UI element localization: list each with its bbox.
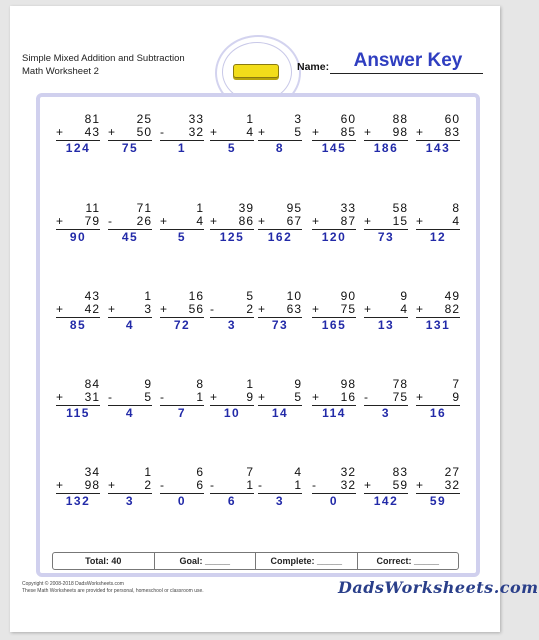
problem-bottom-number: 9 <box>246 390 254 404</box>
problem-top-number: 16 <box>188 289 204 303</box>
problem-top-number: 58 <box>392 201 408 215</box>
problem-bottom-row <box>56 479 100 494</box>
problem-answer: 59 <box>429 494 447 508</box>
problem-answer: 124 <box>65 141 91 155</box>
operator-sign: - <box>108 214 113 228</box>
problem-bottom-row <box>160 303 204 318</box>
problem-answer: 7 <box>177 406 187 420</box>
worksheet-title <box>22 52 202 78</box>
problem-bottom-row <box>160 215 204 230</box>
problem-bottom-number: 42 <box>84 302 100 316</box>
problem-top-number: 1 <box>144 465 152 479</box>
problem-bottom-number: 83 <box>444 125 460 139</box>
problem <box>312 202 356 244</box>
operator-sign: + <box>210 125 219 139</box>
problem-bottom-number: 16 <box>340 390 356 404</box>
problem-bottom-row <box>108 126 152 141</box>
problem-bottom-row <box>56 215 100 230</box>
goal-cell: Goal: _____ <box>155 553 257 569</box>
operator-sign: + <box>56 390 65 404</box>
problem-answer: 142 <box>373 494 399 508</box>
copyright-line-1: Copyright © 2008-2018 DadsWorksheets.com <box>22 581 124 587</box>
problem-bottom-row <box>108 303 152 318</box>
problem <box>364 290 408 332</box>
problem-bottom-row <box>160 391 204 406</box>
problem <box>364 113 408 155</box>
problem <box>108 466 152 508</box>
problem-bottom-row <box>364 391 408 406</box>
problem-bottom-row <box>364 215 408 230</box>
problem-answer: 73 <box>271 318 289 332</box>
problem-bottom-row <box>312 215 356 230</box>
problem-answer: 75 <box>121 141 139 155</box>
problem <box>258 378 302 420</box>
problem-bottom-row <box>258 303 302 318</box>
problem-answer: 4 <box>125 318 135 332</box>
problem <box>108 202 152 244</box>
problem-bottom-number: 32 <box>188 125 204 139</box>
problem-top-number: 27 <box>444 465 460 479</box>
problem-answer: 0 <box>329 494 339 508</box>
problem-bottom-number: 4 <box>400 302 408 316</box>
problem-answer: 162 <box>267 230 293 244</box>
problem-bottom-row <box>210 126 254 141</box>
problem-top-number: 1 <box>196 201 204 215</box>
problem-bottom-row <box>56 391 100 406</box>
problem-top-number: 39 <box>238 201 254 215</box>
problem-bottom-row <box>108 215 152 230</box>
problem-top-number: 1 <box>246 112 254 126</box>
operator-sign: + <box>258 214 267 228</box>
problem-answer: 16 <box>429 406 447 420</box>
operator-sign: - <box>312 478 317 492</box>
problem-answer: 3 <box>275 494 285 508</box>
brand-logo: DadsWorksheets.com <box>338 578 539 597</box>
problem-answer: 45 <box>121 230 139 244</box>
operator-sign: + <box>210 214 219 228</box>
problem <box>210 202 254 244</box>
operator-sign: - <box>210 478 215 492</box>
problem <box>108 113 152 155</box>
problem <box>210 378 254 420</box>
problem-answer: 13 <box>377 318 395 332</box>
problem-top-number: 9 <box>144 377 152 391</box>
problem-bottom-number: 5 <box>144 390 152 404</box>
problem-answer: 145 <box>321 141 347 155</box>
problem-top-number: 11 <box>85 201 100 215</box>
problem-bottom-number: 98 <box>392 125 408 139</box>
problem-bottom-number: 50 <box>136 125 152 139</box>
problem <box>416 378 460 420</box>
copyright-line-2: These Math Worksheets are provided for personal, homeschool or classroom use. <box>22 588 204 594</box>
operator-sign: + <box>312 302 321 316</box>
problem-answer: 3 <box>125 494 135 508</box>
correct-cell: Correct: _____ <box>376 556 440 566</box>
problem-bottom-number: 15 <box>392 214 408 228</box>
operator-sign: + <box>160 214 169 228</box>
problem-bottom-row <box>160 479 204 494</box>
problem-bottom-number: 59 <box>392 478 408 492</box>
operator-sign: + <box>56 478 65 492</box>
problem <box>56 202 100 244</box>
problem-top-number: 6 <box>196 465 204 479</box>
operator-sign: + <box>108 125 117 139</box>
problem-answer: 14 <box>271 406 289 420</box>
problem-answer: 131 <box>425 318 451 332</box>
problem-top-number: 34 <box>84 465 100 479</box>
problem <box>416 113 460 155</box>
problem <box>160 290 204 332</box>
problem <box>312 290 356 332</box>
problem-top-number: 8 <box>452 201 460 215</box>
problem-bottom-row <box>210 479 254 494</box>
problem-answer: 143 <box>425 141 451 155</box>
problem-bottom-row <box>258 479 302 494</box>
problem <box>312 466 356 508</box>
complete-cell: Complete: _____ <box>256 553 358 569</box>
problem <box>108 378 152 420</box>
operator-sign: - <box>160 478 165 492</box>
problem-top-number: 8 <box>196 377 204 391</box>
problem-top-number: 60 <box>340 112 356 126</box>
problem-bottom-number: 5 <box>294 125 302 139</box>
problem <box>416 202 460 244</box>
problem-answer: 72 <box>173 318 191 332</box>
problem-top-number: 60 <box>444 112 460 126</box>
operator-sign: + <box>364 125 373 139</box>
problem-bottom-row <box>258 391 302 406</box>
problem-bottom-row <box>210 215 254 230</box>
problem-bottom-number: 43 <box>84 125 100 139</box>
problem-bottom-number: 98 <box>84 478 100 492</box>
problem-bottom-row <box>312 391 356 406</box>
problem-answer: 3 <box>381 406 391 420</box>
problem-bottom-number: 75 <box>340 302 356 316</box>
operator-sign: + <box>210 390 219 404</box>
problem-bottom-row <box>312 126 356 141</box>
problem-answer: 4 <box>125 406 135 420</box>
problem-bottom-row <box>160 126 204 141</box>
problem <box>312 378 356 420</box>
total-cell: Total: 40 <box>53 553 155 569</box>
problem-bottom-row <box>416 303 460 318</box>
problem-top-number: 43 <box>84 289 100 303</box>
problem-answer: 0 <box>177 494 187 508</box>
problem-answer: 12 <box>429 230 447 244</box>
problem-top-number: 1 <box>246 377 254 391</box>
operator-sign: + <box>416 478 425 492</box>
problem-answer: 90 <box>69 230 87 244</box>
minus-bar-icon <box>233 64 279 78</box>
operator-sign: + <box>416 125 425 139</box>
problem-answer: 1 <box>177 141 187 155</box>
operator-sign: + <box>258 125 267 139</box>
problem-top-number: 90 <box>340 289 356 303</box>
problem-top-number: 84 <box>84 377 100 391</box>
operator-sign: + <box>312 214 321 228</box>
answer-key-label: Answer Key <box>353 50 463 71</box>
problem-bottom-row <box>210 391 254 406</box>
problem <box>160 113 204 155</box>
operator-sign: + <box>56 125 65 139</box>
operator-sign: - <box>160 125 165 139</box>
problem-answer: 115 <box>66 406 90 420</box>
problem-bottom-row <box>56 126 100 141</box>
problem-top-number: 98 <box>340 377 356 391</box>
problem-top-number: 49 <box>444 289 460 303</box>
problem-bottom-row <box>258 126 302 141</box>
operator-sign: + <box>312 125 321 139</box>
problem <box>56 290 100 332</box>
problem-bottom-number: 1 <box>246 478 254 492</box>
problem-top-number: 9 <box>400 289 408 303</box>
problem-answer: 125 <box>219 230 245 244</box>
operator-sign: + <box>258 302 267 316</box>
problem-bottom-number: 85 <box>340 125 356 139</box>
problem-bottom-number: 4 <box>452 214 460 228</box>
problem-answer: 8 <box>275 141 285 155</box>
problem-answer: 5 <box>177 230 187 244</box>
problem-answer: 114 <box>322 406 346 420</box>
problem-top-number: 71 <box>136 201 152 215</box>
name-label: Name: <box>297 61 330 73</box>
problem-answer: 73 <box>377 230 395 244</box>
operator-sign: - <box>108 390 113 404</box>
problem <box>258 202 302 244</box>
problem-bottom-row <box>56 303 100 318</box>
operator-sign: + <box>364 302 373 316</box>
problem-answer: 85 <box>69 318 87 332</box>
operator-sign: + <box>364 214 373 228</box>
operator-sign: - <box>160 390 165 404</box>
operator-sign: + <box>312 390 321 404</box>
problem-bottom-number: 82 <box>444 302 460 316</box>
title-line-1: Simple Mixed Addition and Subtraction <box>22 53 185 64</box>
problem-top-number: 9 <box>294 377 302 391</box>
copyright-note <box>22 581 302 595</box>
problem-bottom-number: 2 <box>144 478 152 492</box>
operator-sign: + <box>160 302 169 316</box>
problem <box>258 466 302 508</box>
problem <box>56 113 100 155</box>
problem-bottom-number: 1 <box>294 478 302 492</box>
problem-answer: 6 <box>227 494 237 508</box>
problem-bottom-number: 2 <box>246 302 254 316</box>
operator-sign: + <box>364 478 373 492</box>
problem-bottom-number: 75 <box>392 390 408 404</box>
problem-bottom-row <box>108 391 152 406</box>
problem-answer: 186 <box>373 141 399 155</box>
problem-answer: 3 <box>227 318 237 332</box>
problem-top-number: 5 <box>246 289 254 303</box>
problem-top-number: 78 <box>392 377 408 391</box>
problem-bottom-number: 86 <box>238 214 254 228</box>
problem-bottom-number: 31 <box>84 390 100 404</box>
problem-bottom-row <box>416 215 460 230</box>
problem-bottom-number: 63 <box>286 302 302 316</box>
problem-top-number: 10 <box>286 289 302 303</box>
problem-bottom-row <box>364 126 408 141</box>
operator-sign: - <box>364 390 369 404</box>
problem <box>56 466 100 508</box>
problem-bottom-row <box>210 303 254 318</box>
operator-sign: + <box>416 390 425 404</box>
problem-answer: 10 <box>223 406 241 420</box>
problem-top-number: 95 <box>286 201 302 215</box>
problem-top-number: 25 <box>136 112 152 126</box>
problem <box>56 378 100 420</box>
score-bar <box>52 552 459 570</box>
operator-sign: + <box>108 478 117 492</box>
operator-sign: + <box>108 302 117 316</box>
problem-bottom-number: 67 <box>286 214 302 228</box>
problem-bottom-number: 87 <box>340 214 356 228</box>
operator-sign: - <box>258 478 263 492</box>
problem-bottom-row <box>416 479 460 494</box>
problem-bottom-row <box>364 479 408 494</box>
problem-top-number: 32 <box>340 465 356 479</box>
problem-bottom-row <box>416 391 460 406</box>
problem <box>210 290 254 332</box>
problem-top-number: 81 <box>84 112 100 126</box>
problem <box>160 466 204 508</box>
problem-bottom-row <box>258 215 302 230</box>
problem-bottom-row <box>312 479 356 494</box>
operator-sign: - <box>210 302 215 316</box>
problem <box>312 113 356 155</box>
problem-top-number: 33 <box>340 201 356 215</box>
problem-answer: 5 <box>227 141 237 155</box>
problem-bottom-number: 32 <box>444 478 460 492</box>
problem-bottom-row <box>416 126 460 141</box>
problem-top-number: 7 <box>452 377 460 391</box>
problem <box>108 290 152 332</box>
problem-top-number: 4 <box>294 465 302 479</box>
operator-sign: + <box>258 390 267 404</box>
problem-answer: 120 <box>321 230 347 244</box>
operator-sign: + <box>56 214 65 228</box>
problem-bottom-number: 4 <box>196 214 204 228</box>
problem <box>160 202 204 244</box>
problem <box>258 290 302 332</box>
operator-sign: + <box>56 302 65 316</box>
problem-bottom-number: 3 <box>144 302 152 316</box>
operator-sign: + <box>416 302 425 316</box>
operator-sign: + <box>416 214 425 228</box>
problem-top-number: 1 <box>144 289 152 303</box>
name-line <box>330 73 483 74</box>
problem-answer: 165 <box>321 318 347 332</box>
problem-top-number: 3 <box>294 112 302 126</box>
problem-bottom-row <box>364 303 408 318</box>
problem <box>364 466 408 508</box>
problem <box>210 113 254 155</box>
problem <box>258 113 302 155</box>
problem-bottom-number: 9 <box>452 390 460 404</box>
title-line-2: Math Worksheet 2 <box>22 66 99 77</box>
problem-top-number: 7 <box>246 465 254 479</box>
problem-bottom-number: 56 <box>188 302 204 316</box>
problem-bottom-number: 1 <box>196 390 204 404</box>
problem <box>364 378 408 420</box>
problem-top-number: 83 <box>392 465 408 479</box>
problem-top-number: 88 <box>392 112 408 126</box>
problem-bottom-number: 6 <box>196 478 204 492</box>
problem-bottom-row <box>108 479 152 494</box>
problem <box>416 290 460 332</box>
problem <box>160 378 204 420</box>
problem <box>416 466 460 508</box>
problem-answer: 132 <box>65 494 91 508</box>
problem-bottom-number: 32 <box>340 478 356 492</box>
problem-bottom-number: 4 <box>246 125 254 139</box>
problem-bottom-number: 5 <box>294 390 302 404</box>
problem <box>364 202 408 244</box>
problem-bottom-row <box>312 303 356 318</box>
problem-top-number: 33 <box>188 112 204 126</box>
problem-bottom-number: 26 <box>136 214 152 228</box>
problem-bottom-number: 79 <box>84 214 100 228</box>
problem <box>210 466 254 508</box>
